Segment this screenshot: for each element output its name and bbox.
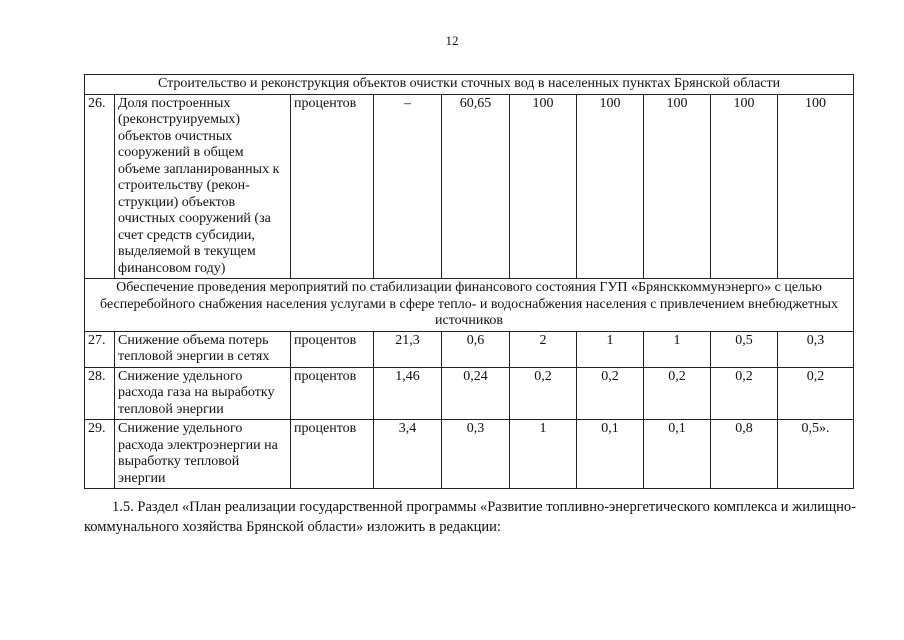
value-cell: 100 <box>577 94 644 279</box>
row-number: 28. <box>85 367 115 420</box>
table-row <box>85 94 854 279</box>
value-cell: 1,46 <box>374 367 442 420</box>
unit-cell: процентов <box>291 331 374 367</box>
row-number: 27. <box>85 331 115 367</box>
indicator-name: Доля построенных (реконструируемых) объектов очистных сооружений в общем объеме запланированных к строительству (рекон-струкции) объектов очистных сооружений (за счет средств субсидии, выделяемой в текущем финансовом году) <box>115 94 291 279</box>
value-cell: 3,4 <box>374 420 442 489</box>
value-cell: 100 <box>778 94 854 279</box>
value-cell: 1 <box>644 331 711 367</box>
value-cell: 0,1 <box>577 420 644 489</box>
value-cell: 0,24 <box>442 367 510 420</box>
value-cell: 0,1 <box>644 420 711 489</box>
unit-cell: процентов <box>291 94 374 279</box>
value-cell: – <box>374 94 442 279</box>
value-cell: 1 <box>510 420 577 489</box>
value-cell: 0,2 <box>778 367 854 420</box>
value-cell: 0,8 <box>711 420 778 489</box>
body-paragraph: 1.5. Раздел «План реализации государственной программы «Развитие топливно-энергетического комплекса и жилищно-коммунального хозяйства Брянской области» изложить в редакции: <box>84 499 856 535</box>
page-number: 12 <box>445 33 459 48</box>
value-cell: 100 <box>510 94 577 279</box>
value-cell: 0,5 <box>711 331 778 367</box>
section-header-row <box>85 75 854 95</box>
row-number: 29. <box>85 420 115 489</box>
unit-cell: процентов <box>291 420 374 489</box>
indicators-table <box>84 74 854 489</box>
value-cell: 0,3 <box>442 420 510 489</box>
table-row <box>85 331 854 367</box>
unit-cell: процентов <box>291 367 374 420</box>
value-cell: 0,5». <box>778 420 854 489</box>
value-cell: 100 <box>644 94 711 279</box>
section-title-wastewater: Строительство и реконструкция объектов очистки сточных вод в населенных пунктах Брянской области <box>85 75 854 95</box>
value-cell: 0,3 <box>778 331 854 367</box>
section-title-gup-stabilization: Обеспечение проведения мероприятий по стабилизации финансового состояния ГУП «Брянсккоммунэнерго» с целью бесперебойного снабжения населения услугами в сфере тепло- и водоснабжения населения с привлечением внебюджетных источников <box>85 279 854 332</box>
table-row <box>85 367 854 420</box>
value-cell: 100 <box>711 94 778 279</box>
value-cell: 60,65 <box>442 94 510 279</box>
value-cell: 0,2 <box>510 367 577 420</box>
indicator-name: Снижение удельного расхода газа на выработку тепловой энергии <box>115 367 291 420</box>
indicator-name: Снижение объема потерь тепловой энергии в сетях <box>115 331 291 367</box>
value-cell: 1 <box>577 331 644 367</box>
indicator-name: Снижение удельного расхода электроэнергии на выработку тепловой энергии <box>115 420 291 489</box>
value-cell: 2 <box>510 331 577 367</box>
section-header-row <box>85 279 854 332</box>
value-cell: 0,2 <box>577 367 644 420</box>
value-cell: 0,2 <box>711 367 778 420</box>
value-cell: 21,3 <box>374 331 442 367</box>
row-number: 26. <box>85 94 115 279</box>
value-cell: 0,2 <box>644 367 711 420</box>
value-cell: 0,6 <box>442 331 510 367</box>
table-row <box>85 420 854 489</box>
